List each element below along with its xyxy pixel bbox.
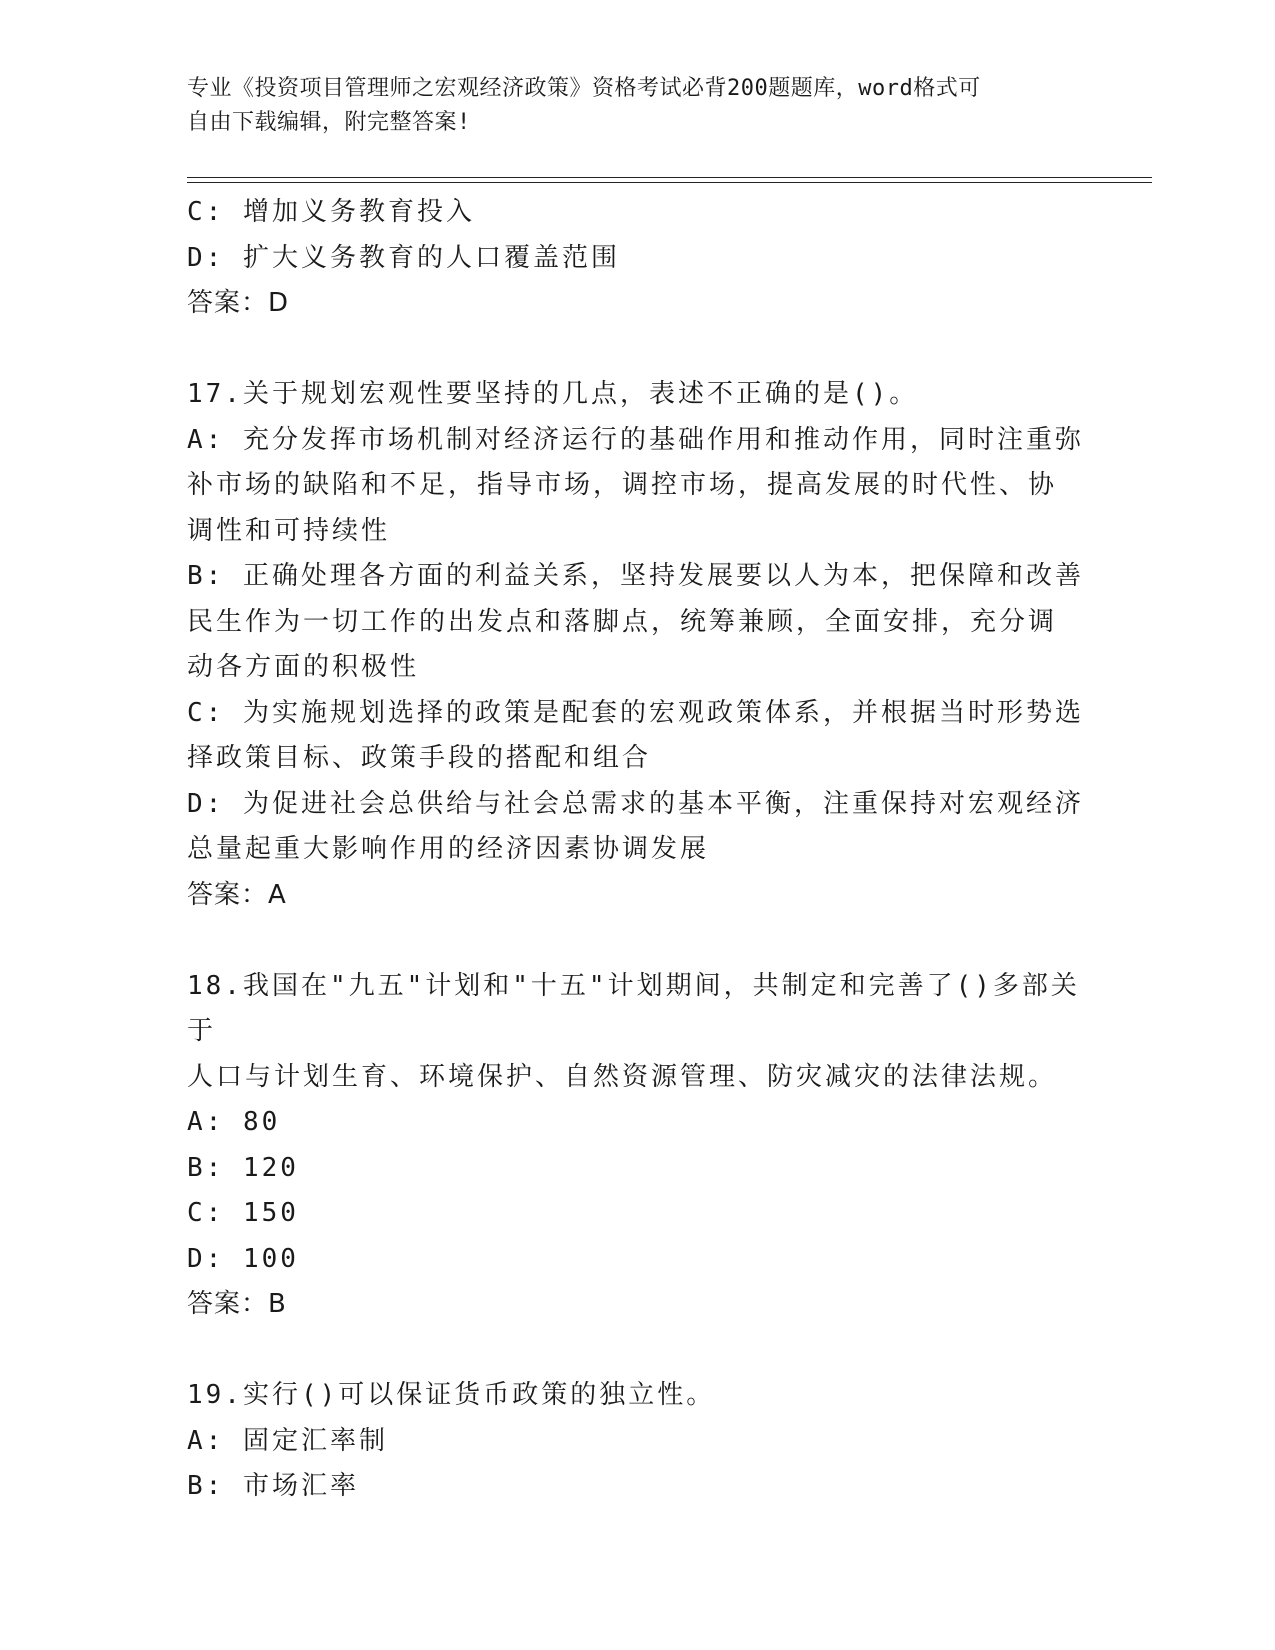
- option-b: B: 120: [187, 1152, 299, 1183]
- question-18: [187, 964, 1087, 1328]
- question-list: [187, 190, 1087, 1510]
- option-b: B: 正确处理各方面的利益关系，坚持发展要以人为本，把保障和改善: [187, 561, 1084, 591]
- header-divider-bottom: [187, 182, 1152, 183]
- option-c-cont: 择政策目标、政策手段的搭配和组合: [187, 743, 652, 773]
- spacer: [187, 1328, 1087, 1374]
- header-line-1: 专业《投资项目管理师之宏观经济政策》资格考试必背200题题库，word格式可: [187, 76, 981, 101]
- spacer: [187, 918, 1087, 964]
- question-17: [187, 372, 1087, 918]
- answer-line: 答案：A: [187, 879, 287, 910]
- option-a-cont: 补市场的缺陷和不足，指导市场，调控市场，提高发展的时代性、协: [187, 470, 1058, 500]
- question-19: [187, 1373, 1087, 1510]
- option-c: C: 150: [187, 1198, 299, 1228]
- option-a-cont: 调性和可持续性: [187, 515, 391, 546]
- question-stem-cont: 人口与计划生育、环境保护、自然资源管理、防灾减灾的法律法规。: [187, 1061, 1058, 1092]
- option-c: C: 增加义务教育投入: [187, 197, 475, 227]
- question-stem: 17.关于规划宏观性要坚持的几点，表述不正确的是()。: [187, 379, 919, 409]
- header-line-2: 自由下载编辑，附完整答案!: [187, 110, 471, 135]
- option-b-cont: 动各方面的积极性: [187, 652, 420, 682]
- answer-line: 答案：D: [187, 288, 290, 318]
- option-c: C: 为实施规划选择的政策是配套的宏观政策体系，并根据当时形势选: [187, 697, 1084, 728]
- option-d: D: 为促进社会总供给与社会总需求的基本平衡，注重保持对宏观经济: [187, 788, 1084, 819]
- question-16-tail: [187, 190, 1087, 327]
- answer-line: 答案：B: [187, 1289, 287, 1319]
- question-stem: 19.实行()可以保证货币政策的独立性。: [187, 1380, 716, 1410]
- spacer: [187, 327, 1087, 373]
- header-divider-top: [187, 177, 1152, 178]
- option-d: D: 100: [187, 1243, 299, 1274]
- option-a: A: 固定汇率制: [187, 1425, 388, 1456]
- question-stem: 18.我国在"九五"计划和"十五"计划期间，共制定和完善了()多部关于: [187, 970, 1080, 1046]
- option-d-cont: 总量起重大影响作用的经济因素协调发展: [187, 834, 710, 864]
- option-d: D: 扩大义务教育的人口覆盖范围: [187, 242, 620, 273]
- option-a: A: 80: [187, 1107, 281, 1137]
- option-a: A: 充分发挥市场机制对经济运行的基础作用和推动作用，同时注重弥: [187, 424, 1084, 455]
- option-b: B: 市场汇率: [187, 1471, 359, 1501]
- document-header: [187, 72, 1067, 140]
- option-b-cont: 民生作为一切工作的出发点和落脚点，统筹兼顾，全面安排，充分调: [187, 606, 1058, 637]
